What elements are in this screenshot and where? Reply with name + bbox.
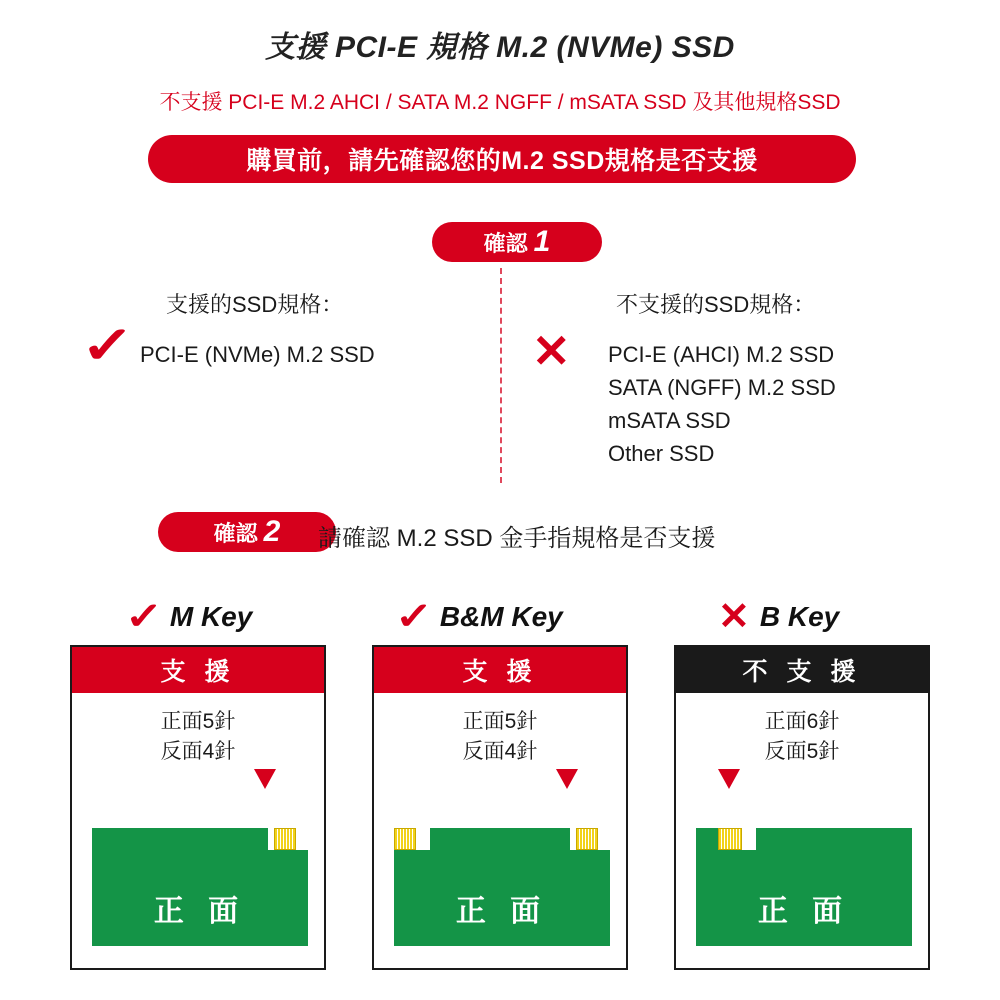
pcb-label: 正 面 — [153, 895, 247, 928]
list-item: PCI-E (AHCI) M.2 SSD — [608, 342, 835, 367]
list-item: PCI-E (NVMe) M.2 SSD — [140, 342, 375, 367]
pcb-notch — [742, 828, 756, 850]
step-2-badge — [158, 512, 336, 552]
check-icon: ✓ — [124, 596, 164, 638]
supported-heading: 支援的SSD規格： — [166, 292, 344, 317]
gold-finger — [394, 828, 416, 850]
key-card-m — [70, 645, 326, 970]
pcb-label: 正 面 — [757, 895, 851, 928]
status-badge: 支 援 — [72, 647, 324, 693]
unsupported-list — [608, 338, 836, 470]
pcb-illustration — [394, 828, 610, 946]
pointer-arrow-icon — [556, 769, 578, 789]
step-2-label: 確認 — [213, 520, 258, 546]
list-item: SATA (NGFF) M.2 SSD — [608, 375, 836, 400]
gold-finger — [718, 828, 742, 850]
pin-info — [72, 707, 324, 767]
step-2-number: 2 — [263, 515, 281, 548]
card-name: B&M Key — [439, 601, 563, 632]
page-title: 支援 PCI-E 規格 M.2 (NVMe) SSD — [265, 31, 735, 64]
gold-finger — [576, 828, 598, 850]
pointer-arrow-icon — [254, 769, 276, 789]
step-1-badge — [432, 222, 602, 262]
back-pins: 反面4針 — [462, 740, 538, 763]
card-label-m-key — [124, 596, 253, 638]
pin-info — [676, 707, 928, 767]
supported-list — [140, 338, 375, 371]
check-icon: ✓ — [80, 317, 136, 375]
list-item: mSATA SSD — [608, 408, 731, 433]
cross-icon: ✕ — [532, 325, 571, 377]
pcb-label: 正 面 — [455, 895, 549, 928]
card-name: B Key — [759, 601, 840, 632]
pointer-arrow-icon — [718, 769, 740, 789]
pcb-illustration — [696, 828, 912, 946]
unsupported-heading: 不支援的SSD規格： — [616, 292, 816, 317]
front-pins: 正面6針 — [764, 710, 840, 733]
page-subtitle: 不支援 PCI-E M.2 AHCI / SATA M.2 NGFF / mSATA SSD 及其他規格SSD — [159, 91, 841, 114]
pcb-notch — [416, 828, 430, 850]
step-1-number: 1 — [533, 225, 551, 258]
front-pins: 正面5針 — [462, 710, 538, 733]
gold-finger — [274, 828, 296, 850]
front-pins: 正面5針 — [160, 710, 236, 733]
key-card-bm — [372, 645, 628, 970]
status-badge: 支 援 — [374, 647, 626, 693]
card-label-bm-key — [394, 596, 563, 638]
check-icon: ✓ — [394, 596, 434, 638]
status-badge: 不 支 援 — [676, 647, 928, 693]
notice-banner: 購買前，請先確認您的M.2 SSD規格是否支援 — [148, 135, 856, 183]
card-name: M Key — [169, 601, 253, 632]
back-pins: 反面5針 — [764, 740, 840, 763]
pcb-illustration — [92, 828, 308, 946]
pcb-notch — [598, 828, 610, 850]
column-divider — [500, 268, 502, 483]
pcb-notch — [296, 828, 308, 850]
back-pins: 反面4針 — [160, 740, 236, 763]
pin-info — [374, 707, 626, 767]
cross-icon: ✕ — [718, 596, 750, 638]
step-2-description: 請確認 M.2 SSD 金手指規格是否支援 — [318, 525, 716, 552]
list-item: Other SSD — [608, 441, 715, 466]
card-label-b-key — [718, 596, 839, 638]
key-card-b — [674, 645, 930, 970]
step-1-label: 確認 — [483, 230, 528, 256]
